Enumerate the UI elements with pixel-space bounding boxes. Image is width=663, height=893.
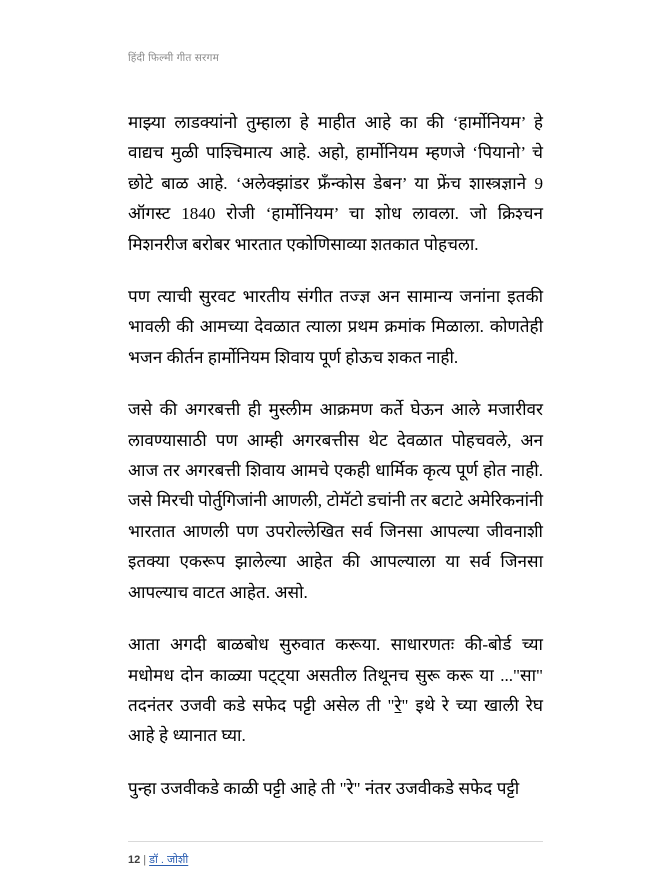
paragraph-agarbatti-analogy: जसे की अगरबत्ती ही मुस्लीम आक्रमण कर्ते घेऊन आले मजारीवर लावण्यासाठी पण आम्ही अगरबत्तीस थेट देवळात पोहचवले, अन आज तर अगरबत्ती शिवाय आमचे एकही धार्मिक कृत्य पूर्ण होत नाही. जसे मिरची पोर्तुगिजांनी आणली, टोमॅटो डचांनी तर बटाटे अमेरिकनांनी भारतात आणली पण उपरोल्लेखित सर्व जिनसा आपल्या जीवनाशी इतक्या एकरूप झालेल्या आहेत की आपल्याला या सर्व जिनसा आपल्याच वाटत आहेत. असो. xyxy=(128,400,543,602)
paragraph-harmonium-origin: माझ्या लाडक्यांनो तुम्हाला हे माहीत आहे का की ‘हार्मोनियम’ हे वाद्यच मुळी पाश्चिमात्य आहे. अहो, हार्मोनियम म्हणजे ‘पियानो’ चे छोटे बाळ आहे. ‘अलेक्झांडर फ्रँन्कोस डेबन’ या फ्रेंच शास्त्रज्ञाने 9 ऑगस्ट 1840 रोजी ‘हार्मोनियम’ चा शोध लावला. जो क्रिश्चन मिशनरीज बरोबर भारतात एकोणिसाव्या शतकात पोहचला. xyxy=(128,113,543,254)
footer-content xyxy=(128,853,543,867)
paragraph-indian-acceptance: पण त्याची सुरवट भारतीय संगीत तज्ज्ञ अन सामान्य जनांना इतकी भावली की आमच्या देवळात त्याला प्रथम क्रमांक मिळाला. कोणतेही भजन कीर्तन हार्मोनियम शिवाय पूर्ण होऊच शकत नाही. xyxy=(128,287,543,367)
paragraph-keyboard-basics xyxy=(128,630,543,752)
footer-separator: | xyxy=(143,854,147,866)
note-re-underlined: रे xyxy=(394,695,402,715)
keyboard-basics-text-before: आता अगदी बाळबोध सुरुवात करूया. साधारणतः की-बोर्ड च्या मधोमध दोन काळ्या पट्ट्या असतील तिथूनच सुरू करू या ..."सा" तदनंतर उजवी कडे सफेद पट्टी असेल ती " xyxy=(128,635,543,715)
body-text-column xyxy=(128,108,543,804)
footer-page-number: 12 xyxy=(128,854,141,866)
keyboard-basics-text-after: " इथे रे च्या खाली रेघ आहे हे ध्यानात घ्या. xyxy=(128,695,543,746)
footer-author-link[interactable]: डॉ . जोशी xyxy=(149,854,189,866)
page-footer xyxy=(128,841,543,867)
running-header: हिंदी फिल्मी गीत सरगम xyxy=(128,52,220,64)
footer-divider xyxy=(128,841,543,842)
paragraph-next-key: पुन्हा उजवीकडे काळी पट्टी आहे ती "रे" नंतर उजवीकडे सफेद पट्टी xyxy=(128,778,520,798)
